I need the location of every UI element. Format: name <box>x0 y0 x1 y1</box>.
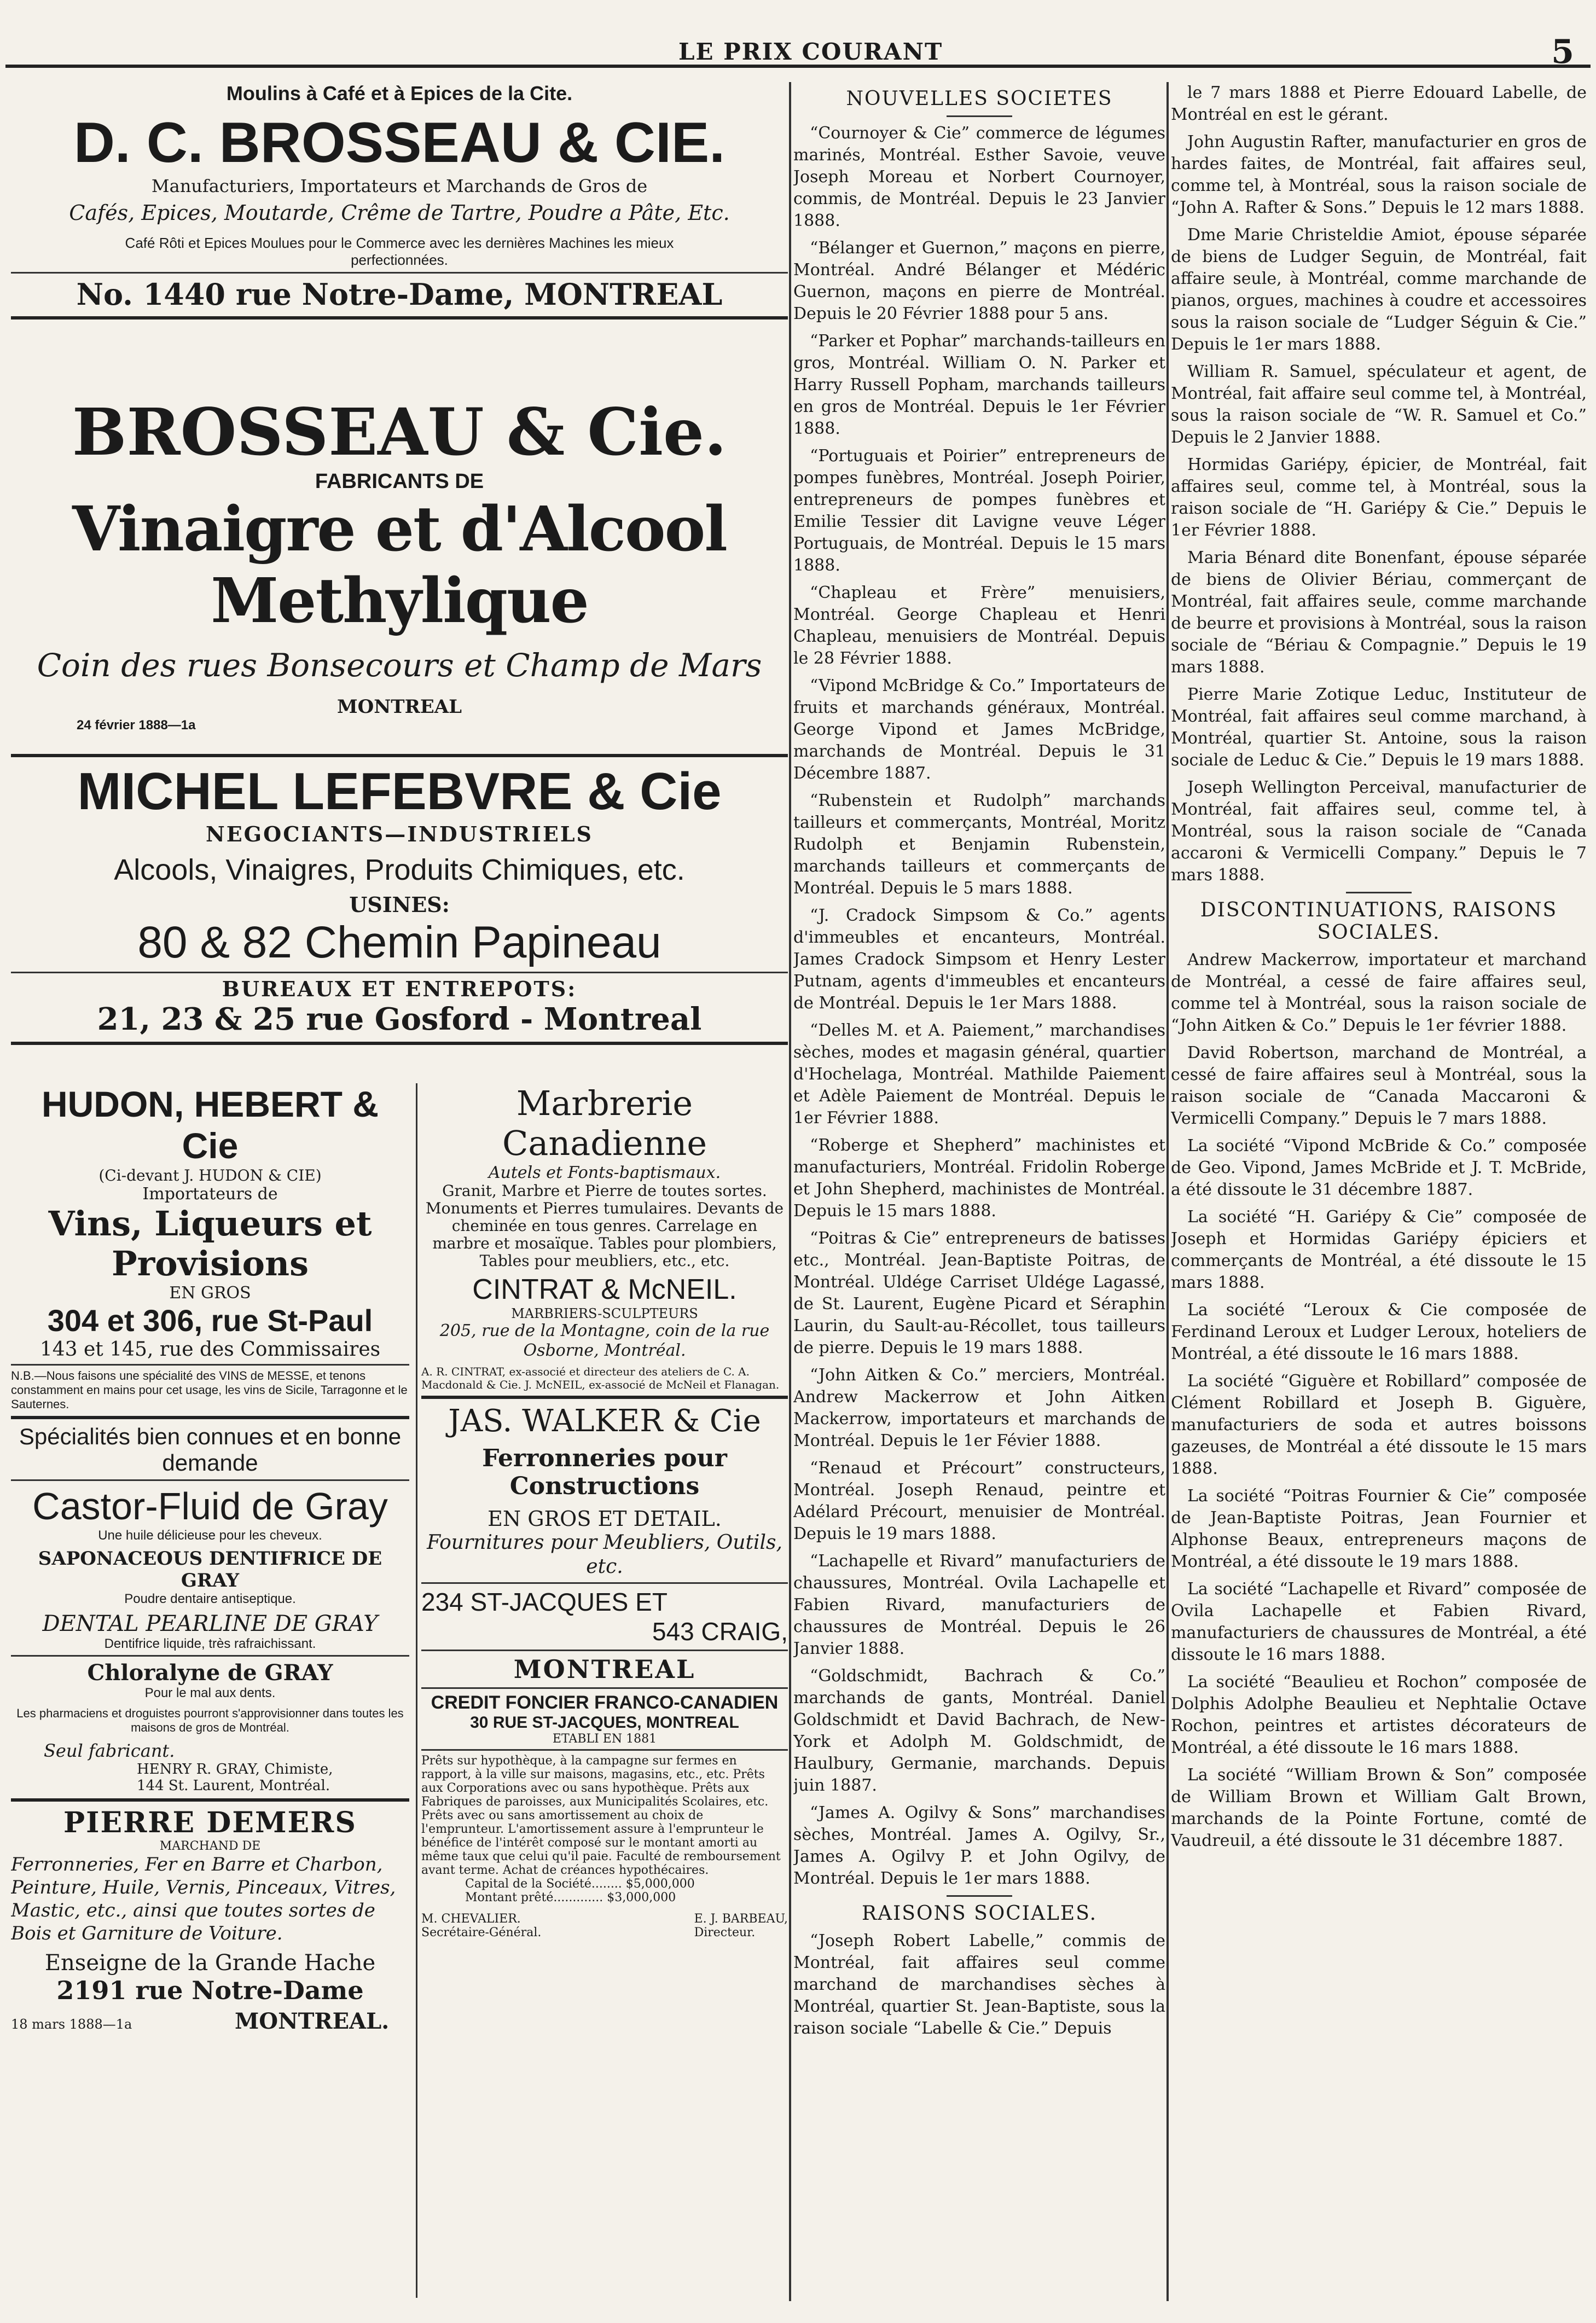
ad-address: 30 RUE ST-JACQUES, MONTREAL <box>470 1714 739 1732</box>
paragraph: “Renaud et Précourt” constructeurs, Montréal. Joseph Renaud, peintre et Adélard Précourt, menuisier de Montréal. Depuis le 19 mars 1888. <box>793 1459 1165 1543</box>
ad-company-name: JAS. WALKER & Cie <box>448 1403 761 1439</box>
paragraph: La société “Giguère et Robillard” composée de Clément Robillard et Joseph B. Giguère, manufacturiers de soda et autres boissons gazeuses, de Montréal a été dissoute le 15 mars 1888. <box>1171 1372 1587 1478</box>
column-nouvelles-societes <box>793 82 1165 2301</box>
ads-left-subcolumn <box>11 1083 417 2298</box>
ad-company-name: PIERRE DEMERS <box>63 1806 357 1839</box>
ad-city: MONTREAL. <box>234 2008 390 2034</box>
ad-line: Une huile délicieuse pour les cheveux. <box>98 1528 322 1543</box>
ad-line: BUREAUX ET ENTREPOTS: <box>222 977 577 1001</box>
advertisements-column <box>11 82 788 2301</box>
ad-date: 24 février 1888—1a <box>77 718 196 733</box>
ad-company-name: Marbrerie Canadienne <box>502 1083 707 1163</box>
ad-company-name: MICHEL LEFEBVRE & Cie <box>77 762 722 821</box>
ad-line: Café Rôti et Epices Moulues pour le Commerce avec les dernières Machines les mieux perfectionnées. <box>125 235 674 268</box>
ad-line: Enseigne de la Grande Hache <box>44 1950 376 1976</box>
ad-address: 80 & 82 Chemin Papineau <box>137 917 661 967</box>
page-header <box>0 0 1596 77</box>
divider <box>421 1396 788 1399</box>
paragraph-list <box>1171 949 1587 1852</box>
ad-line: Manufacturiers, Importateurs et Marchands de Gros de <box>151 176 648 196</box>
divider <box>11 1798 409 1802</box>
ad-line: Cafés, Epices, Moutarde, Crême de Tartre, Poudre a Pâte, Etc. <box>69 201 730 225</box>
ad-line: HENRY R. GRAY, Chimiste, <box>137 1761 333 1778</box>
ad-line: Alcools, Vinaigres, Produits Chimiques, etc. <box>114 853 685 886</box>
ad-product: SAPONACEOUS DENTIFRICE DE GRAY <box>38 1548 382 1592</box>
divider <box>947 1895 1012 1897</box>
ad-brosseau-vinaigre <box>11 394 788 744</box>
ad-line: MARBRIERS-SCULPTEURS <box>511 1306 698 1321</box>
paragraph: William R. Samuel, spéculateur et agent, de Montréal, fait affaire seul comme tel, à Montréal, sous la raison sociale de “W. R. Samuel et Co.” Depuis le 2 Janvier 1888. <box>1171 362 1587 447</box>
paragraph: La société “Poitras Fournier & Cie” composée de Jean-Baptiste Poitras, Jean Fournier et Alphonse Beaux, entrepreneurs maçons de Montréal, a été dissoute le 19 mars 1888. <box>1171 1486 1587 1571</box>
newspaper-title: LE PRIX COURANT <box>678 38 943 65</box>
paragraph-list <box>793 1930 1165 2040</box>
ad-line: ETABLI EN 1881 <box>552 1732 657 1746</box>
ad-line: FABRICANTS DE <box>315 470 484 493</box>
paragraph: “Joseph Robert Labelle,” commis de Montréal, fait affaires seul comme marchand de marchandises sèches à Montréal, quartier St. Jean-Baptiste, sous la raison sociale “Labelle & Cie.” Depuis <box>793 1931 1165 2038</box>
ad-line: Montant prêté............. $3,000,000 <box>465 1891 676 1904</box>
paragraph-list <box>793 123 1165 1890</box>
divider <box>11 1416 409 1419</box>
signature: E. J. BARBEAU, <box>694 1912 788 1926</box>
paragraph: La société “Vipond McBride & Co.” composée de Geo. Vipond, James McBride et J. T. McBride, a été dissoute le 31 décembre 1887. <box>1171 1136 1587 1199</box>
paragraph: “Roberge et Shepherd” machinistes et manufacturiers, Montréal. Fridolin Roberge et John Shepherd, machinistes de Montréal. Depuis le 15 mars 1888. <box>793 1136 1165 1221</box>
divider <box>11 972 788 973</box>
paragraph: Andrew Mackerrow, importateur et marchand de Montréal, a cessé de faire affaires seul, comme tel à Montréal, sous la raison sociale de “John Aitken & Co.” Depuis le 1er février 1888. <box>1171 950 1587 1035</box>
paragraph: John Augustin Rafter, manufacturier en gros de hardes faites, de Montréal, fait affaires seul, comme tel, à Montréal, sous la raison sociale de “John A. Rafter & Sons.” Depuis le 12 mars 1888. <box>1171 132 1587 217</box>
ad-address: 144 St. Laurent, Montréal. <box>137 1778 330 1794</box>
ad-address: 234 ST-JACQUES ET <box>421 1588 668 1616</box>
paragraph: David Robertson, marchand de Montréal, a cessé de faire affaires seul à Montréal, sous la raison sociale de “Canada Maccaroni & Vermicelli Company.” Depuis le 7 mars 1888. <box>1171 1043 1587 1128</box>
paragraph: Maria Bénard dite Bonenfant, épouse séparée de biens de Olivier Bériau, commerçant de Montréal, fait affaires seule, comme marchande de beurre et provisions à Montréal, sous la raison sociale de “Bériau & Compagnie.” Depuis le 19 mars 1888. <box>1171 548 1587 677</box>
divider <box>11 316 788 320</box>
ad-address: 304 et 306, rue St-Paul <box>47 1303 373 1338</box>
paragraph-list <box>1171 82 1587 886</box>
divider <box>11 754 788 757</box>
section-heading: RAISONS SOCIALES. <box>861 1902 1098 1925</box>
ad-address: 143 et 145, rue des Commissaires <box>39 1338 381 1361</box>
paragraph: La société “Leroux & Cie composée de Ferdinand Leroux et Ludger Leroux, hoteliers de Montréal, a été dissoute le 16 mars 1888. <box>1171 1300 1587 1363</box>
ad-line: Importateurs de <box>142 1184 278 1204</box>
ad-line: Autels et Fonts-baptismaux. <box>488 1163 721 1182</box>
ad-line: EN GROS <box>169 1284 251 1303</box>
section-heading: NOUVELLES SOCIETES <box>846 88 1113 110</box>
paragraph: La société “H. Gariépy & Cie” composée de Joseph et Hormidas Gariépy épiciers et commerçants de Montréal, a été dissoute le 15 mars 1888. <box>1171 1207 1587 1292</box>
paragraph: La société “Lachapelle et Rivard” composée de Ovila Lachapelle et Fabien Rivard, manufacturiers de chaussures de Montréal, a été dissoute le 16 mars 1888. <box>1171 1579 1587 1664</box>
ad-brosseau <box>11 82 788 388</box>
paragraph: “Delles M. et A. Paiement,” marchandises sèches, modes et magasin général, quartier d'Hochelaga, Montréal. Mathilde Paiement et Adèle Paiement de Montréal. Depuis le 1er Février 1888. <box>793 1021 1165 1128</box>
ad-address: 543 CRAIG, <box>652 1617 788 1646</box>
paragraph: “Vipond McBridge & Co.” Importateurs de fruits et marchands généraux, Montréal. George Vipond et James McBridge, marchands de Montréal. Depuis le 31 Décembre 1887. <box>793 676 1165 783</box>
paragraph: “Lachapelle et Rivard” manufacturiers de chaussures, Montréal. Ovila Lachapelle et Fabien Rivard, manufacturiers de chaussures de Montréal. Depuis le 26 Janvier 1888. <box>793 1552 1165 1658</box>
paragraph: “J. Cradock Simpsom & Co.” agents d'immeubles et encanteurs, Montréal. James Cradock Simpsom et Henry Lester Putnam, agents d'immeubles et encanteurs de Montréal. Depuis le 1er Mars 1888. <box>793 906 1165 1013</box>
ad-line: Dentifrice liquide, très rafraichissant. <box>104 1636 316 1651</box>
paragraph: “Parker et Pophar” marchands-tailleurs en gros, Montréal. William O. N. Parker et Harry Russell Popham, marchands tailleurs en gros de Montréal. Depuis le 1er Février 1888. <box>793 332 1165 438</box>
divider <box>421 1749 788 1751</box>
paragraph: “John Aitken & Co.” merciers, Montréal. Andrew Mackerrow et John Aitken Mackerrow, importateurs et marchands de Montréal. Depuis le 1er Févier 1888. <box>793 1366 1165 1450</box>
divider <box>421 1582 788 1584</box>
ad-description: Granit, Marbre et Pierre de toutes sortes. Monuments et Pierres tumulaires. Devants de cheminée en tous genres. Carrelage en marbre et mosaïque. Tables pour plombiers, Tables pour meubliers, etc., etc. <box>425 1182 784 1270</box>
ad-address: No. 1440 rue Notre-Dame, MONTREAL <box>76 277 723 312</box>
page-number: 5 <box>1551 33 1574 71</box>
section-heading: DISCONTINUATIONS, RAISONS SOCIALES. <box>1200 899 1558 944</box>
divider <box>1346 892 1412 893</box>
paragraph: Dme Marie Christeldie Amiot, épouse séparée de biens de Ludger Seguin, de Montréal, fait affaire seule, à Montréal, comme marchande de pianos, orgues, machines à coudre et accessoires sous la raison sociale de “Ludger Séguin & Cie.” Depuis le 1er mars 1888. <box>1171 225 1587 354</box>
ad-line: Pour le mal aux dents. <box>144 1686 276 1700</box>
ad-line: Fournitures pour Meubliers, Outils, etc. <box>427 1531 782 1578</box>
column-raisons-sociales <box>1171 82 1587 2301</box>
paragraph: “Goldschmidt, Bachrach & Co.” marchands de gants, Montréal. Daniel Goldschmidt et David Bachrach, de New-York et Adolph M. Goldschmidt, de Haulbury, Germanie, marchands. Depuis juin 1887. <box>793 1666 1165 1795</box>
paragraph: Hormidas Gariépy, épicier, de Montréal, fait affaires seul, comme tel, à Montréal, sous la raison sociale de “H. Gariépy & Cie.” Depuis le 1er Février 1888. <box>1171 455 1587 540</box>
ad-product: DENTAL PEARLINE DE GRAY <box>42 1611 378 1636</box>
column-divider <box>789 82 791 2301</box>
ads-right-subcolumn <box>421 1083 788 2298</box>
ad-product: Ferronneries pour Constructions <box>482 1444 727 1500</box>
column-divider <box>1166 82 1169 2301</box>
paragraph: Joseph Wellington Perceival, manufacturier de Montréal, fait affaires seul, comme tel, à Montréal, sous la raison sociale de “Canada accaroni & Vermicelli Company.” Depuis le 7 mars 1888. <box>1171 778 1587 885</box>
ad-product: Vinaigre et d'Alcool Methylique <box>72 493 727 637</box>
divider <box>947 115 1012 117</box>
ad-city: MONTREAL <box>513 1654 696 1684</box>
signature-title: Secrétaire-Général. <box>421 1926 542 1939</box>
signature: M. CHEVALIER. <box>421 1912 521 1926</box>
divider <box>11 1655 409 1657</box>
divider <box>11 272 788 274</box>
paragraph: le 7 mars 1888 et Pierre Edouard Labelle, de Montréal en est le gérant. <box>1171 83 1587 124</box>
paragraph: “Chapleau et Frère” menuisiers, Montréal. George Chapleau et Henri Chapleau, menuisiers de Montréal. Depuis le 28 Février 1888. <box>793 583 1165 668</box>
ad-product: Vins, Liqueurs et Provisions <box>48 1204 372 1284</box>
ad-line: USINES: <box>349 892 450 917</box>
divider <box>11 1042 788 1045</box>
ad-company-name: HUDON, HEBERT & Cie <box>41 1084 379 1166</box>
paragraph: “James A. Ogilvy & Sons” marchandises sèches, Montréal. James A. Ogilvy, Sr., James A. Ogilvy P. et John Ogilvy, de Montréal. Depuis le 1er mars 1888. <box>793 1803 1165 1888</box>
ad-company-name: D. C. BROSSEAU & CIE. <box>73 111 726 175</box>
ad-product: Castor-Fluid de Gray <box>32 1485 388 1528</box>
paragraph: “Bélanger et Guernon,” maçons en pierre, Montréal. André Bélanger et Médéric Guernon, maçons en pierre de Montréal. Depuis le 20 Février 1888 pour 5 ans. <box>793 239 1165 323</box>
ad-company-name: CINTRAT & McNEIL. <box>472 1274 737 1305</box>
ad-description: Prêts sur hypothèque, à la campagne sur fermes en rapport, à la ville sur maisons, magasins, etc., etc. Prêts aux Corporations avec ou sans hypothèque. Prêts aux Fabriques de paroisses, aux Municipalités Scolaires, etc. Prêts avec ou sans amortissement au choix de l'emprunteur. L'amortissement assure à l'emprunteur le bénéfice de l'intérêt composé sur le montant amorti au même taux que celui qu'il paie. Faculté de remboursement avant terme. Achat de créances hypothécaires. <box>421 1754 781 1877</box>
ad-date: 18 mars 1888—1a <box>11 2017 132 2032</box>
ad-address: 2191 rue Notre-Dame <box>56 1976 364 2005</box>
ad-company-name: BROSSEAU & Cie. <box>72 394 727 470</box>
divider <box>421 1687 788 1689</box>
ad-company-name: CREDIT FONCIER FRANCO-CANADIEN <box>431 1692 779 1713</box>
ad-address: 21, 23 & 25 rue Gosford - Montreal <box>97 1001 702 1037</box>
ad-line: EN GROS ET DETAIL. <box>487 1507 722 1531</box>
ad-note: Les pharmaciens et droguistes pourront s'approvisionner dans toutes les maisons de gros de Montréal. <box>16 1706 404 1734</box>
divider <box>11 1364 409 1366</box>
paragraph: La société “William Brown & Son” composée de William Brown et William Galt Brown, marchands de la Pointe Fortune, comté de Vaudreuil, a été dissoute le 31 décembre 1887. <box>1171 1766 1587 1850</box>
ad-line: Capital de la Société........ $5,000,000 <box>465 1877 695 1891</box>
ad-note: N.B.—Nous faisons une spécialité des VINS de MESSE, et tenons constamment en mains pour cet usage, les vins de Sicile, Tarragonne et le Sauternes. <box>11 1369 408 1411</box>
paragraph: “Cournoyer & Cie” commerce de légumes marinés, Montréal. Esther Savoie, veuve Joseph Moreau et Norbert Cournoyer, commis, de Montréal. Depuis le 23 Janvier 1888. <box>793 124 1165 230</box>
paragraph: “Poitras & Cie” entrepreneurs de batisses etc., Montréal. Jean-Baptiste Poitras, de Montréal. Uldége Carriset Uldége Lagassé, de St. Laurent, Eugène Picard et Séraphin Laurin, du Sault-au-Récollet, tous tailleurs de pierre. Depuis le 19 mars 1888. <box>793 1229 1165 1357</box>
ad-address: 205, rue de la Montagne, coin de la rue Osborne, Montréal. <box>439 1321 770 1360</box>
paragraph: “Portuguais et Poirier” entrepreneurs de pompes funèbres, Montréal. Joseph Poirier, entrepreneurs de pompes funèbres et Emilie Tessier dit Lavigne veuve Léger Portuguais, de Montréal. Depuis le 15 mars 1888. <box>793 446 1165 575</box>
ad-line: MARCHAND DE <box>159 1839 261 1853</box>
paragraph: Pierre Marie Zotique Leduc, Instituteur de Montréal, fait affaires seul comme marchand, à Montréal, quartier St. Antoine, sous la raison sociale de Leduc & Cie.” Depuis le 19 mars 1888. <box>1171 685 1587 770</box>
ad-line: NEGOCIANTS—INDUSTRIELS <box>205 822 593 846</box>
ad-product: Ferronneries, Fer en Barre et Charbon, Peinture, Huile, Vernis, Pinceaux, Vitres, Mastic, etc., ainsi que toutes sortes de Bois et Garniture de Voiture. <box>11 1854 396 1944</box>
divider <box>421 1650 788 1651</box>
ad-top-line: Moulins à Café et à Epices de la Cite. <box>226 82 573 104</box>
ad-line: Poudre dentaire antiseptique. <box>124 1592 296 1606</box>
signature-title: Directeur. <box>694 1926 756 1939</box>
ad-lefebvre <box>11 750 788 1072</box>
paragraph: “Rubenstein et Rudolph” marchands tailleurs et commerçants, Montréal, Moritz Rudolph et Benjamin Rubenstein, marchands tailleurs et commerçants de Montréal. Depuis le 5 mars 1888. <box>793 791 1165 898</box>
divider <box>11 1479 409 1481</box>
paragraph: La société “Beaulieu et Rochon” composée de Dolphis Adolphe Beaulieu et Nephtalie Octave Rochon, peintres et artistes décorateurs de Montréal, a été dissoute le 16 mars 1888. <box>1171 1672 1587 1757</box>
ad-heading: Spécialités bien connues et en bonne demande <box>19 1424 402 1476</box>
ad-line: Seul fabricant. <box>44 1740 175 1761</box>
ad-city: MONTREAL <box>336 696 462 718</box>
ad-note: A. R. CINTRAT, ex-associé et directeur des ateliers de C. A. Macdonald & Cie. J. McNEIL, ex-associé de McNeil et Flanagan. <box>421 1365 780 1391</box>
ad-address: Coin des rues Bonsecours et Champ de Mars <box>37 647 762 684</box>
ad-product: Chloralyne de GRAY <box>87 1660 333 1686</box>
ad-line: (Ci-devant J. HUDON & CIE) <box>98 1166 322 1184</box>
